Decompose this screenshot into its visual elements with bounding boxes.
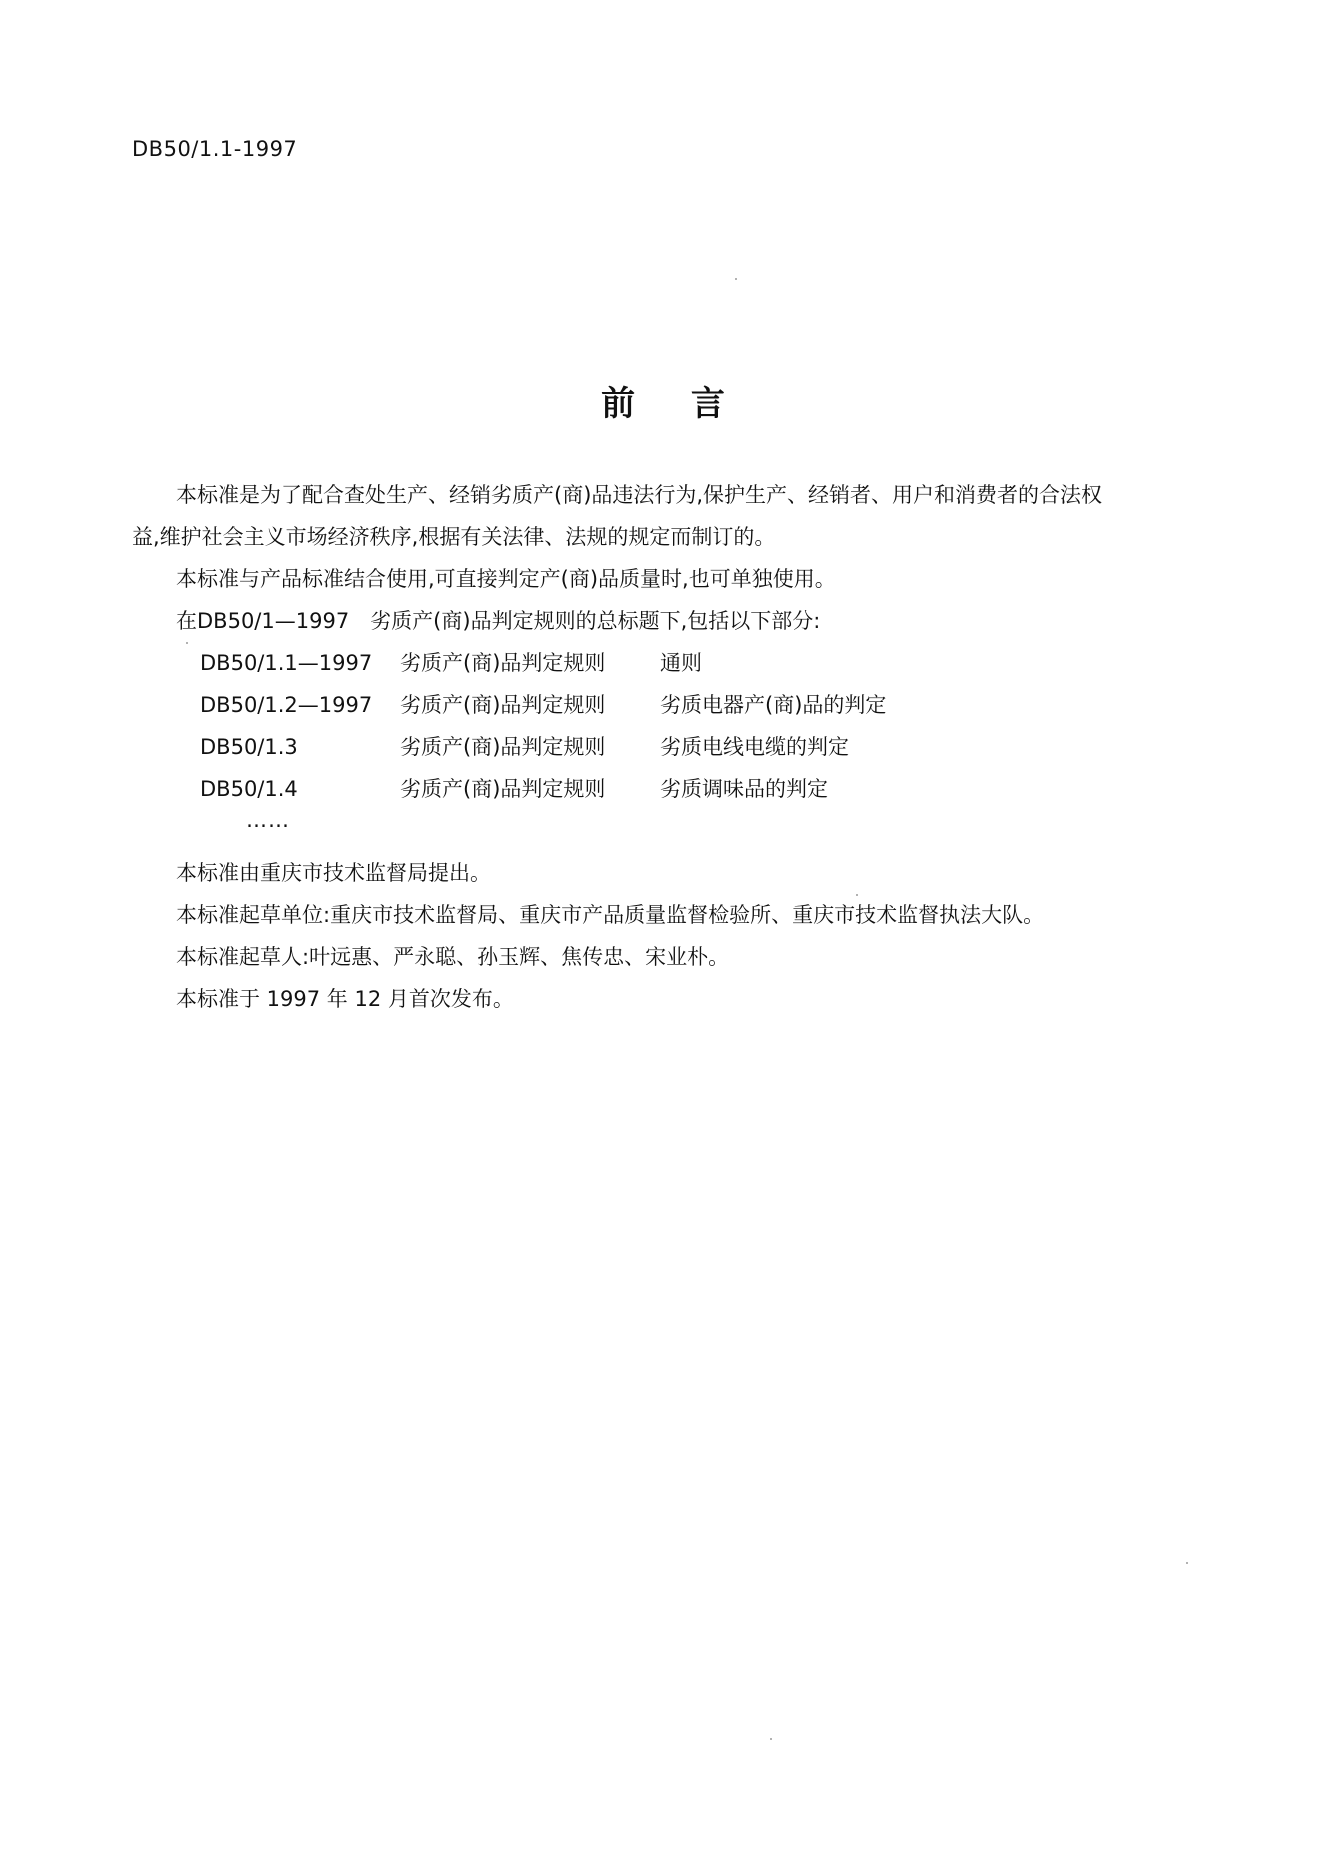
part-code: DB50/1.1—1997	[200, 651, 373, 675]
part-subtitle: 劣质电线电缆的判定	[660, 735, 849, 759]
usage-paragraph: 本标准与产品标准结合使用,可直接判定产(商)品质量时,也可单独使用。	[176, 567, 836, 591]
scan-speck	[186, 642, 188, 644]
part-title: 劣质产(商)品判定规则	[400, 777, 606, 801]
part-code: DB50/1.3	[200, 735, 298, 759]
continuation-ellipsis: ……	[246, 808, 290, 832]
part-subtitle: 劣质电器产(商)品的判定	[660, 693, 887, 717]
drafting-units-paragraph: 本标准起草单位:重庆市技术监督局、重庆市产品质量监督检验所、重庆市技术监督执法大队。	[176, 903, 1045, 927]
part-subtitle: 劣质调味品的判定	[660, 777, 828, 801]
part-subtitle: 通则	[660, 651, 702, 675]
purpose-paragraph-line-2: 益,维护社会主义市场经济秩序,根据有关法律、法规的规定而制订的。	[132, 525, 776, 549]
standard-code-header: DB50/1.1-1997	[132, 137, 298, 161]
part-title: 劣质产(商)品判定规则	[400, 693, 606, 717]
part-title: 劣质产(商)品判定规则	[400, 735, 606, 759]
release-paragraph: 本标准于 1997 年 12 月首次发布。	[176, 987, 514, 1011]
purpose-paragraph-line-1: 本标准是为了配合查处生产、经销劣质产(商)品违法行为,保护生产、经销者、用户和消费者的合法权	[176, 483, 1103, 507]
proposer-paragraph: 本标准由重庆市技术监督局提出。	[176, 861, 491, 885]
part-code: DB50/1.4	[200, 777, 298, 801]
scan-speck	[1186, 1562, 1188, 1564]
drafters-paragraph: 本标准起草人:叶远惠、严永聪、孙玉辉、焦传忠、宋业朴。	[176, 945, 730, 969]
scan-speck	[735, 278, 737, 280]
part-title: 劣质产(商)品判定规则	[400, 651, 606, 675]
part-code: DB50/1.2—1997	[200, 693, 373, 717]
structure-intro-paragraph: 在DB50/1—1997 劣质产(商)品判定规则的总标题下,包括以下部分:	[176, 609, 821, 633]
scan-speck	[856, 894, 858, 896]
scan-speck	[770, 1738, 772, 1740]
page-title: 前 言	[601, 384, 747, 424]
